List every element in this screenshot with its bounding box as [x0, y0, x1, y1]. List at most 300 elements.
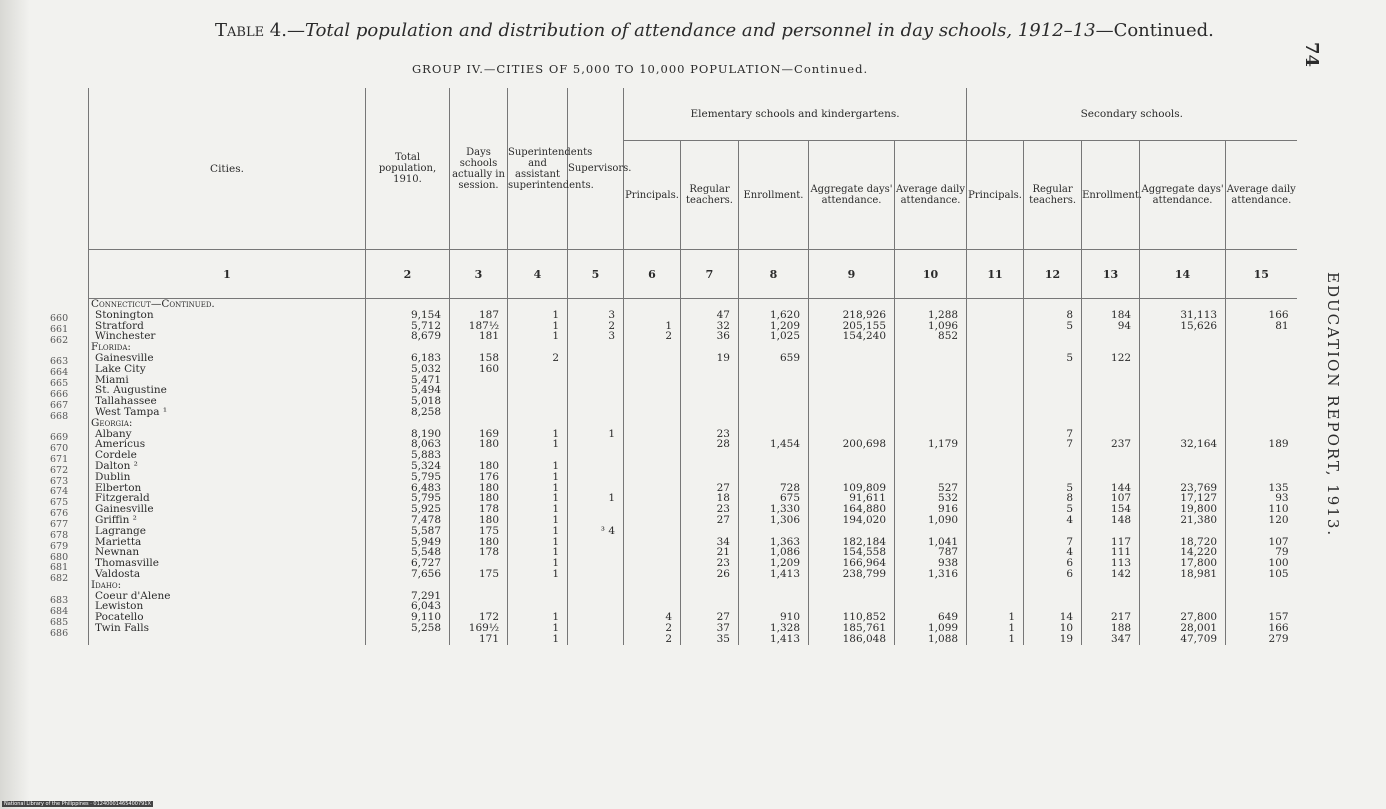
cell-col-9: 110,852 — [809, 612, 895, 623]
cell-col-4 — [508, 385, 568, 396]
cell-col-10: 1,090 — [895, 515, 967, 526]
cell-col-10 — [895, 461, 967, 472]
cell-col-3: 181 — [450, 331, 508, 342]
row-number: 677 — [50, 519, 69, 530]
city-name — [89, 634, 366, 645]
cell-col-9: 91,611 — [809, 493, 895, 504]
cell-col-15 — [1226, 472, 1297, 483]
cell-col-7 — [681, 472, 739, 483]
column-header: Total population, 1910. — [366, 88, 450, 250]
cell-col-5 — [568, 396, 624, 407]
cell-col-4: 1 — [508, 526, 568, 537]
cell-col-8: 1,086 — [739, 547, 809, 558]
cell-col-2: 5,795 — [366, 472, 450, 483]
table-row — [89, 310, 1297, 321]
cell-col-10: 916 — [895, 504, 967, 515]
cell-col-9 — [809, 526, 895, 537]
cell-col-6: 4 — [624, 612, 681, 623]
cell-col-9 — [809, 461, 895, 472]
cell-col-11 — [967, 418, 1024, 429]
cell-col-8 — [739, 407, 809, 418]
cell-col-11 — [967, 407, 1024, 418]
cell-col-14: 14,220 — [1140, 547, 1226, 558]
cell-col-10 — [895, 601, 967, 612]
cell-col-13 — [1082, 461, 1140, 472]
cell-col-2: 5,494 — [366, 385, 450, 396]
cell-col-14 — [1140, 580, 1226, 591]
cell-col-14 — [1140, 375, 1226, 386]
cell-col-7 — [681, 450, 739, 461]
cell-col-9: 238,799 — [809, 569, 895, 580]
cell-col-13: 111 — [1082, 547, 1140, 558]
cell-col-9: 194,020 — [809, 515, 895, 526]
cell-col-10 — [895, 418, 967, 429]
cell-col-14: 19,800 — [1140, 504, 1226, 515]
cell-col-13: 142 — [1082, 569, 1140, 580]
cell-col-7 — [681, 375, 739, 386]
cell-col-13: 188 — [1082, 623, 1140, 634]
cell-col-11 — [967, 580, 1024, 591]
row-number: 668 — [50, 410, 69, 422]
cell-col-14 — [1140, 385, 1226, 396]
cell-col-12 — [1024, 385, 1082, 396]
column-number: 9 — [809, 250, 895, 299]
page-number: 74 — [1301, 42, 1322, 68]
cell-col-11 — [967, 591, 1024, 602]
cell-col-14 — [1140, 331, 1226, 342]
cell-col-8 — [739, 526, 809, 537]
cell-col-9: 186,048 — [809, 634, 895, 645]
cell-col-3: 187 — [450, 310, 508, 321]
city-name: Pocatello — [89, 612, 366, 623]
table-row — [89, 591, 1297, 602]
city-name: St. Augustine — [89, 385, 366, 396]
city-name: Fitzgerald — [89, 493, 366, 504]
table-row — [89, 407, 1297, 418]
cell-col-13: 117 — [1082, 537, 1140, 548]
cell-col-3: 180 — [450, 461, 508, 472]
cell-col-3: 176 — [450, 472, 508, 483]
cell-col-3: 169 — [450, 429, 508, 440]
cell-col-3 — [450, 407, 508, 418]
cell-col-13 — [1082, 385, 1140, 396]
state-header-row — [89, 342, 1297, 353]
cell-col-2 — [366, 418, 450, 429]
cell-col-12: 14 — [1024, 612, 1082, 623]
cell-col-4: 1 — [508, 623, 568, 634]
cell-col-7: 27 — [681, 515, 739, 526]
cell-col-2: 8,190 — [366, 429, 450, 440]
cell-col-12 — [1024, 407, 1082, 418]
row-number: 675 — [50, 497, 69, 509]
cell-col-13: 107 — [1082, 493, 1140, 504]
cell-col-12 — [1024, 461, 1082, 472]
cell-col-2: 5,258 — [366, 623, 450, 634]
table-subtitle: GROUP IV.—CITIES OF 5,000 TO 10,000 POPULATION—Continued. — [412, 62, 869, 76]
cell-col-4: 1 — [508, 537, 568, 548]
cell-col-7: 27 — [681, 612, 739, 623]
city-name: Dalton ² — [89, 461, 366, 472]
cell-col-2: 7,478 — [366, 515, 450, 526]
cell-col-5 — [568, 418, 624, 429]
cell-col-8: 1,620 — [739, 310, 809, 321]
city-name: Americus — [89, 439, 366, 450]
cell-col-15 — [1226, 450, 1297, 461]
cell-col-13: 148 — [1082, 515, 1140, 526]
cell-col-15 — [1226, 396, 1297, 407]
cell-col-5 — [568, 483, 624, 494]
state-name: Florida: — [89, 342, 366, 353]
cell-col-8: 1,025 — [739, 331, 809, 342]
cell-col-6 — [624, 591, 681, 602]
row-number: 662 — [50, 334, 69, 346]
city-name: Gainesville — [89, 504, 366, 515]
cell-col-13 — [1082, 364, 1140, 375]
row-number: 660 — [50, 312, 69, 324]
cell-col-7: 36 — [681, 331, 739, 342]
cell-col-4: 1 — [508, 612, 568, 623]
cell-col-4: 1 — [508, 634, 568, 645]
cell-col-12: 7 — [1024, 537, 1082, 548]
cell-col-2 — [366, 342, 450, 353]
cell-col-3: 178 — [450, 547, 508, 558]
table-row — [89, 331, 1297, 342]
cell-col-11 — [967, 396, 1024, 407]
row-number: 685 — [50, 616, 69, 628]
cell-col-14: 32,164 — [1140, 439, 1226, 450]
column-number: 5 — [568, 250, 624, 299]
cell-col-2: 5,883 — [366, 450, 450, 461]
cell-col-15 — [1226, 342, 1297, 353]
cell-col-2: 7,291 — [366, 591, 450, 602]
cell-col-8: 1,413 — [739, 634, 809, 645]
cell-col-6 — [624, 580, 681, 591]
cell-col-12 — [1024, 342, 1082, 353]
cell-col-5 — [568, 385, 624, 396]
cell-col-15: 110 — [1226, 504, 1297, 515]
cell-col-3: 180 — [450, 537, 508, 548]
cell-col-13 — [1082, 429, 1140, 440]
cell-col-3 — [450, 601, 508, 612]
cell-col-6: 2 — [624, 331, 681, 342]
column-number: 6 — [624, 250, 681, 299]
row-number: 679 — [50, 540, 69, 552]
cell-col-9: 182,184 — [809, 537, 895, 548]
table-row — [89, 569, 1297, 580]
cell-col-13 — [1082, 601, 1140, 612]
cell-col-15: 157 — [1226, 612, 1297, 623]
cell-col-2 — [366, 580, 450, 591]
cell-col-4 — [508, 601, 568, 612]
cell-col-8: 910 — [739, 612, 809, 623]
table-row — [89, 450, 1297, 461]
cell-col-3 — [450, 385, 508, 396]
cell-col-9: 205,155 — [809, 321, 895, 332]
cell-col-6 — [624, 429, 681, 440]
cell-col-13: 122 — [1082, 353, 1140, 364]
cell-col-4 — [508, 450, 568, 461]
cell-col-9 — [809, 601, 895, 612]
cell-col-3: 180 — [450, 515, 508, 526]
cell-col-13 — [1082, 407, 1140, 418]
cell-col-12: 5 — [1024, 321, 1082, 332]
city-name: Marietta — [89, 537, 366, 548]
row-number: 666 — [50, 388, 69, 400]
cell-col-11 — [967, 601, 1024, 612]
cell-col-14: 15,626 — [1140, 321, 1226, 332]
table-row — [89, 634, 1297, 645]
cell-col-2: 8,063 — [366, 439, 450, 450]
cell-col-9: 164,880 — [809, 504, 895, 515]
cell-col-15 — [1226, 591, 1297, 602]
cell-col-8 — [739, 472, 809, 483]
cell-col-14: 21,380 — [1140, 515, 1226, 526]
cell-col-11 — [967, 375, 1024, 386]
cell-col-11 — [967, 299, 1024, 310]
cell-col-7: 37 — [681, 623, 739, 634]
cell-col-5 — [568, 450, 624, 461]
column-number: 10 — [895, 250, 967, 299]
cell-col-2: 5,712 — [366, 321, 450, 332]
cell-col-2: 6,483 — [366, 483, 450, 494]
row-number: 673 — [50, 475, 69, 487]
cell-col-8 — [739, 364, 809, 375]
row-number: 672 — [50, 464, 69, 476]
cell-col-4 — [508, 299, 568, 310]
cell-col-5: 2 — [568, 321, 624, 332]
cell-col-6: 1 — [624, 321, 681, 332]
cell-col-4: 1 — [508, 461, 568, 472]
cell-col-7: 21 — [681, 547, 739, 558]
cell-col-10 — [895, 407, 967, 418]
cell-col-14 — [1140, 591, 1226, 602]
city-name: Tallahassee — [89, 396, 366, 407]
cell-col-12 — [1024, 526, 1082, 537]
cell-col-10: 1,041 — [895, 537, 967, 548]
cell-col-7: 27 — [681, 483, 739, 494]
cell-col-5 — [568, 515, 624, 526]
cell-col-11: 1 — [967, 612, 1024, 623]
cell-col-8: 1,454 — [739, 439, 809, 450]
cell-col-11 — [967, 515, 1024, 526]
cell-col-6 — [624, 601, 681, 612]
cell-col-13 — [1082, 580, 1140, 591]
table-row — [89, 504, 1297, 515]
row-number: 661 — [50, 323, 69, 335]
cell-col-11 — [967, 342, 1024, 353]
cell-col-13: 347 — [1082, 634, 1140, 645]
cell-col-15: 107 — [1226, 537, 1297, 548]
cell-col-3 — [450, 375, 508, 386]
city-name: Dublin — [89, 472, 366, 483]
table-row — [89, 321, 1297, 332]
statistics-table — [88, 88, 1297, 645]
group-header-elementary: Elementary schools and kindergartens. — [624, 88, 967, 141]
cell-col-11 — [967, 504, 1024, 515]
city-name: Thomasville — [89, 558, 366, 569]
column-number-row — [89, 250, 1297, 299]
table-title: Table 4.—Total population and distribution of attendance and personnel in day schools, 1912–13—Continued. — [215, 20, 1214, 41]
cell-col-15: 166 — [1226, 623, 1297, 634]
column-header: Aggregate days' attendance. — [809, 141, 895, 250]
cell-col-3 — [450, 342, 508, 353]
table-row — [89, 612, 1297, 623]
cell-col-14 — [1140, 364, 1226, 375]
cell-col-13 — [1082, 526, 1140, 537]
cell-col-5 — [568, 580, 624, 591]
cell-col-11 — [967, 526, 1024, 537]
cell-col-7: 18 — [681, 493, 739, 504]
cell-col-7: 23 — [681, 429, 739, 440]
cell-col-4: 2 — [508, 353, 568, 364]
cell-col-15: 93 — [1226, 493, 1297, 504]
cell-col-2: 6,043 — [366, 601, 450, 612]
cell-col-9 — [809, 429, 895, 440]
cell-col-14 — [1140, 396, 1226, 407]
cell-col-9 — [809, 591, 895, 602]
table-row — [89, 364, 1297, 375]
column-number: 14 — [1140, 250, 1226, 299]
cell-col-4: 1 — [508, 429, 568, 440]
cell-col-2: 5,032 — [366, 364, 450, 375]
cell-col-14: 18,720 — [1140, 537, 1226, 548]
cell-col-6 — [624, 450, 681, 461]
cell-col-7: 26 — [681, 569, 739, 580]
cell-col-13 — [1082, 375, 1140, 386]
cell-col-4: 1 — [508, 321, 568, 332]
cell-col-8: 1,306 — [739, 515, 809, 526]
cell-col-8 — [739, 375, 809, 386]
cell-col-15 — [1226, 580, 1297, 591]
cell-col-5 — [568, 407, 624, 418]
cell-col-9: 154,558 — [809, 547, 895, 558]
cell-col-9 — [809, 375, 895, 386]
cell-col-11 — [967, 483, 1024, 494]
cell-col-7 — [681, 526, 739, 537]
cell-col-4 — [508, 375, 568, 386]
cell-col-14 — [1140, 418, 1226, 429]
column-header: Average daily attendance. — [1226, 141, 1297, 250]
cell-col-10 — [895, 591, 967, 602]
cell-col-15 — [1226, 429, 1297, 440]
cell-col-6 — [624, 504, 681, 515]
cell-col-2: 5,548 — [366, 547, 450, 558]
table-row — [89, 483, 1297, 494]
cell-col-6 — [624, 472, 681, 483]
row-number: 663 — [50, 356, 69, 368]
cell-col-7: 23 — [681, 504, 739, 515]
cell-col-3 — [450, 580, 508, 591]
cell-col-11 — [967, 353, 1024, 364]
cell-col-7: 35 — [681, 634, 739, 645]
cell-col-2: 7,656 — [366, 569, 450, 580]
cell-col-6 — [624, 526, 681, 537]
cell-col-6 — [624, 407, 681, 418]
cell-col-7 — [681, 591, 739, 602]
cell-col-5 — [568, 364, 624, 375]
cell-col-9 — [809, 580, 895, 591]
cell-col-5: ³ 4 — [568, 526, 624, 537]
cell-col-8 — [739, 580, 809, 591]
cell-col-4: 1 — [508, 493, 568, 504]
cell-col-9 — [809, 450, 895, 461]
cell-col-2: 8,258 — [366, 407, 450, 418]
cell-col-13 — [1082, 591, 1140, 602]
cell-col-10 — [895, 396, 967, 407]
cell-col-9: 154,240 — [809, 331, 895, 342]
cell-col-2: 5,925 — [366, 504, 450, 515]
cell-col-12 — [1024, 591, 1082, 602]
table-row — [89, 493, 1297, 504]
cell-col-11 — [967, 321, 1024, 332]
cell-col-8 — [739, 385, 809, 396]
cell-col-12: 7 — [1024, 429, 1082, 440]
cell-col-3 — [450, 558, 508, 569]
cell-col-13: 144 — [1082, 483, 1140, 494]
cell-col-7 — [681, 385, 739, 396]
cell-col-12: 8 — [1024, 310, 1082, 321]
cell-col-2 — [366, 299, 450, 310]
cell-col-6 — [624, 310, 681, 321]
cell-col-6 — [624, 418, 681, 429]
table-row — [89, 396, 1297, 407]
cell-col-4: 1 — [508, 483, 568, 494]
cell-col-15 — [1226, 353, 1297, 364]
cell-col-8 — [739, 418, 809, 429]
state-name: Connecticut—Continued. — [89, 299, 366, 310]
cell-col-15: 189 — [1226, 439, 1297, 450]
cell-col-4 — [508, 580, 568, 591]
table-row — [89, 353, 1297, 364]
cell-col-6 — [624, 569, 681, 580]
cell-col-12: 8 — [1024, 493, 1082, 504]
table-title-text: Total population and distribution of attendance and personnel in day schools, 1912–13 — [304, 20, 1096, 41]
cell-col-11 — [967, 461, 1024, 472]
cell-col-11 — [967, 537, 1024, 548]
cell-col-15: 81 — [1226, 321, 1297, 332]
cell-col-15: 105 — [1226, 569, 1297, 580]
column-header: Aggregate days' attendance. — [1140, 141, 1226, 250]
cell-col-5 — [568, 547, 624, 558]
cell-col-14 — [1140, 342, 1226, 353]
cell-col-5 — [568, 623, 624, 634]
cell-col-12: 6 — [1024, 558, 1082, 569]
cell-col-15: 166 — [1226, 310, 1297, 321]
cell-col-14: 17,127 — [1140, 493, 1226, 504]
column-number: 2 — [366, 250, 450, 299]
row-number: 684 — [50, 605, 69, 617]
cell-col-11 — [967, 310, 1024, 321]
cell-col-9: 109,809 — [809, 483, 895, 494]
cell-col-13 — [1082, 299, 1140, 310]
city-name: Twin Falls — [89, 623, 366, 634]
column-header: Enrollment. — [1082, 141, 1140, 250]
cell-col-13: 184 — [1082, 310, 1140, 321]
city-name: West Tampa ¹ — [89, 407, 366, 418]
cell-col-10: 532 — [895, 493, 967, 504]
cell-col-11: 1 — [967, 634, 1024, 645]
cell-col-9 — [809, 353, 895, 364]
city-name: Winchester — [89, 331, 366, 342]
cell-col-5: 3 — [568, 310, 624, 321]
cell-col-2: 5,795 — [366, 493, 450, 504]
cell-col-2: 5,471 — [366, 375, 450, 386]
scan-footer: National Library of the Philippines · 01240001465400791X — [4, 801, 151, 807]
cell-col-10: 852 — [895, 331, 967, 342]
cell-col-10 — [895, 375, 967, 386]
cell-col-4: 1 — [508, 515, 568, 526]
table-row — [89, 472, 1297, 483]
